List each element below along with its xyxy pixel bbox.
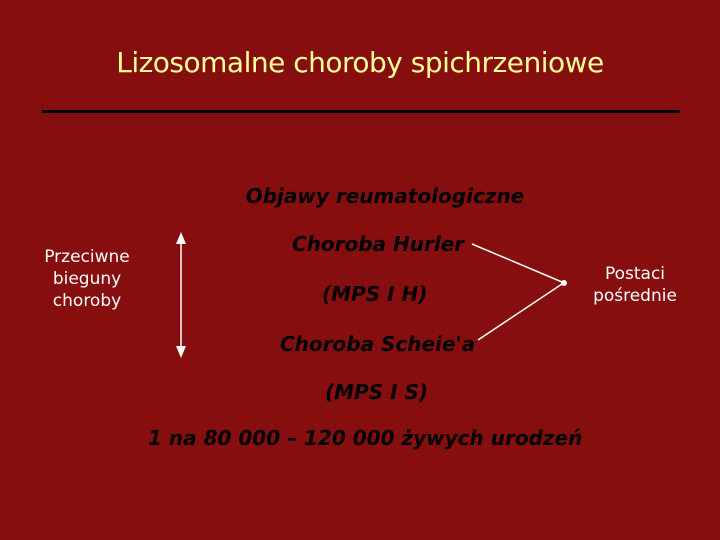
hurler-connector-line	[472, 244, 562, 282]
incidence-text: 1 na 80 000 – 120 000 żywych urodzeń	[148, 426, 583, 450]
subtitle: Objawy reumatologiczne	[245, 184, 525, 208]
scheie-name: Choroba Scheie'a	[280, 332, 476, 356]
intermediate-forms-line-1: Postaci	[604, 264, 666, 284]
slide-title: Lizosomalne choroby spichrzeniowe	[116, 46, 604, 79]
hurler-code: (MPS I H)	[322, 282, 428, 306]
opposite-poles-line-1: Przeciwne	[44, 247, 130, 267]
opposite-poles-line-3: choroby	[52, 291, 122, 311]
scheie-connector-line	[478, 284, 562, 340]
connector-junction-dot	[561, 280, 567, 286]
hurler-name: Choroba Hurler	[292, 232, 465, 256]
scheie-code: (MPS I S)	[325, 380, 429, 404]
poles-arrow-head-down	[176, 346, 186, 358]
poles-arrow-head-up	[176, 232, 186, 244]
opposite-poles-line-2: bieguny	[52, 269, 122, 289]
intermediate-forms-line-2: pośrednie	[593, 286, 677, 306]
